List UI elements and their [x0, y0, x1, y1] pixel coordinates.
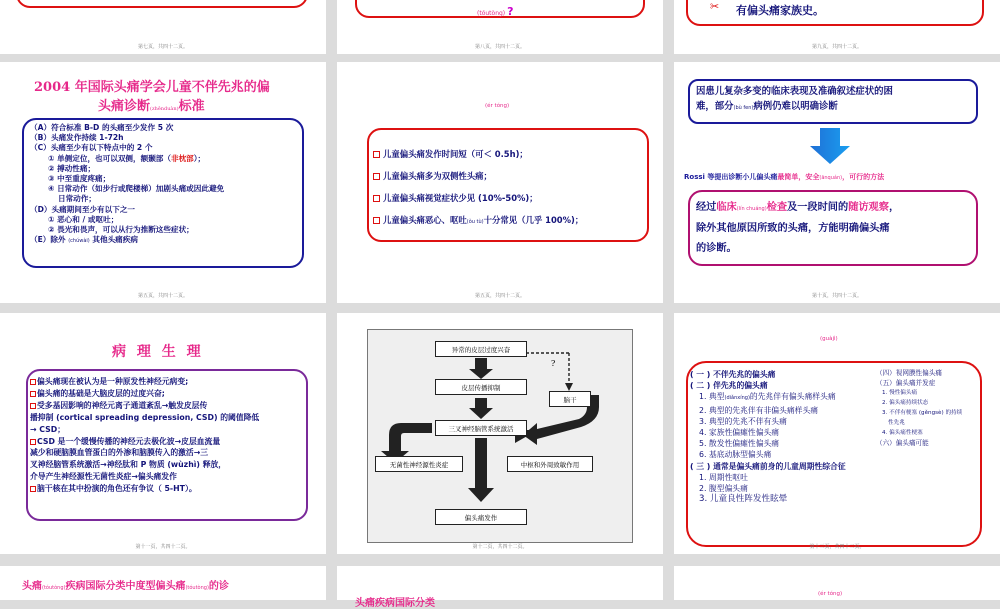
diagnosis-text: 经过临床(lín chuáng)检查及一段时间的随访观察， 除外其他原因所致的头痛，方能明确偏头痛 的诊断。: [696, 202, 900, 254]
bullet-icon: [30, 486, 36, 492]
criteria-d1: ① 恶心和 / 或呕吐；: [48, 214, 119, 224]
criteria-e: （E）除外 (chúwài) 其他头痛疾病: [30, 235, 138, 245]
page-number: 第九页，共四十二页。: [811, 44, 862, 50]
slide-thumbnail-5a[interactable]: [0, 62, 326, 303]
slide-title: 头痛疾病国际分类: [355, 598, 435, 609]
slide-thumbnail-5b[interactable]: [337, 62, 663, 303]
pinyin-annotation: (ér tóng): [485, 103, 510, 109]
slide-thumbnail-14[interactable]: [0, 566, 326, 600]
classification-right: （四）视网膜性偏头痛 （五）偏头痛并发症 1. 慢性偏头痛 2. 偏头痛持续状态 3. 不伴有梗塞 (gěngsè) 的持续 性先兆 4. 偏头痛性梗塞 （六）偏头痛可能: [876, 369, 963, 447]
page-number: 第五页，共四十二页。: [137, 293, 188, 299]
down-arrow-icon: [810, 128, 850, 164]
family-history-text: 有偏头痛家族史。: [736, 4, 824, 17]
pinyin-annotation: (guàjì): [820, 336, 838, 342]
feature-item-1: 儿童偏头痛发作时间短（可＜ 0.5h)；: [373, 148, 583, 170]
slide-thumbnail-11[interactable]: [0, 313, 326, 554]
slide-title-line1: 2004 年国际头痛学会儿童不伴先兆的偏: [34, 80, 270, 95]
flow-node-neurogenic-inflammation: 无菌性神经源性炎症: [375, 456, 463, 472]
page-number: 第五页，共四十二页。: [474, 293, 525, 299]
scissors-icon: ✂: [710, 0, 720, 13]
slide-title-line2: 头痛诊断(zhěnduàn)标准: [98, 99, 205, 114]
page-number: 第十二页，共四十二页。: [472, 544, 528, 550]
page-number: 第十页，共四十二页。: [811, 293, 862, 299]
criteria-list: [30, 123, 224, 246]
slide-thumbnail-12[interactable]: [337, 313, 663, 554]
rossi-method-text: Rossi 等提出诊断小儿偏头痛最简单，安全(ānquán)，可行的方法: [684, 173, 885, 181]
bullet-icon: [373, 195, 380, 202]
classification-left: ( 一 ) 不伴先兆的偏头痛 ( 二 ) 伴先兆的偏头痛 1. 典型(diǎnxíng)的先兆伴有偏头痛样头痛 2. 典型的先兆伴有非偏头痛样头痛 3. 典型的先兆不伴有头痛 4. 家族性偏瘫性偏头痛 5. 散发性偏瘫性偏头痛 6. 基底动脉型偏头痛 ( 三 ) 通常是偏头痛前身的儿童周期性综合征 1. 周期性呕吐 2. 腹型偏头痛 3. 儿童良性阵发性眩晕: [690, 370, 846, 505]
question-mark: ?: [551, 359, 556, 368]
flow-node-migraine-attack: 偏头痛发作: [435, 509, 527, 525]
bullet-icon: [30, 391, 36, 397]
criteria-d2: ② 畏光和畏声，可以从行为推断这些症状；: [48, 225, 194, 235]
page-number: 第十一页，共四十二页。: [135, 544, 191, 550]
features-list: [373, 148, 583, 236]
page-number: 第八页，共四十二页。: [474, 44, 525, 50]
slide-thumbnail-15[interactable]: [337, 566, 663, 609]
bullet-icon: [373, 173, 380, 180]
content-box: [16, 0, 308, 8]
bullet-icon: [30, 403, 36, 409]
question-mark: ?: [507, 5, 514, 18]
difficulty-text: 因患儿复杂多变的临床表现及准确叙述症状的困 难，部分(bù fen)病例仍难以明确诊断: [696, 86, 893, 112]
criteria-c4: ④ 日常动作（如步行或爬楼梯）加剧头痛或因此避免: [48, 184, 225, 194]
flow-node-cortical-hyperexcitability: 异常的皮层过度兴奋: [435, 341, 527, 357]
bullet-icon: [30, 379, 36, 385]
feature-item-2: 儿童偏头痛多为双侧性头痛；: [373, 170, 583, 192]
flow-node-trigeminovascular: 三叉神经脑管系统激活: [435, 420, 527, 436]
slide-thumbnail-8[interactable]: [337, 0, 663, 54]
slide-thumbnail-13[interactable]: [674, 313, 1000, 554]
criteria-d: （D）头痛期间至少有以下之一: [30, 204, 136, 214]
criteria-c1: ① 单侧定位，也可以双侧，额颞部（非枕部）；: [48, 153, 206, 163]
flow-node-brainstem: 脑干: [549, 391, 591, 407]
page-number: 第十三页，共四十二页。: [809, 544, 865, 550]
slide-thumbnail-9[interactable]: [674, 0, 1000, 54]
criteria-c3: ③ 中至重度疼痛；: [48, 174, 111, 184]
bullet-icon: [30, 439, 36, 445]
content-box: [686, 0, 984, 26]
pinyin-annotation: (tóutòng): [477, 10, 506, 17]
pinyin-annotation: (ér tóng): [818, 591, 843, 597]
criteria-c2: ② 搏动性痛；: [48, 163, 96, 173]
slide-title: 病 理 生 理: [112, 344, 204, 360]
bullet-icon: [373, 151, 380, 158]
criteria-b: （B）头痛发作持续 1-72h: [30, 133, 124, 143]
criteria-c4-cont: 日常动作；: [58, 194, 96, 204]
pathophysiology-list: 偏头痛现在被认为是一种原发性神经元病变; 偏头痛的基础是大脑皮层的过度兴奋; 受多基因影响的神经元离子通道紊乱→触发皮层传 播抑制 (cortical spreading depression, CSD) 的阈值降低 → CSD； CSD 是一个缓慢传播的神经元去极化波→皮层血流量 减少和硬脑膜血管蛋白的外渗和脑膜传入的激活→三 叉神经脑管系统激活→神经肽和 P 物质 (wùzhì) 释放， 介导产生神经源性无菌性炎症→偏头痛发作 脑干核在其中扮演的角色还有争议（ 5-HT）。: [30, 377, 260, 494]
feature-item-4: 儿童偏头痛恶心、呕吐(ǒu tù)十分常见（几乎 100%)；: [373, 214, 583, 236]
slide-thumbnail-16[interactable]: [674, 566, 1000, 600]
slide-title: 头痛(tóutòng)疾病国际分类中度型偏头痛(tóutòng)的诊: [22, 581, 229, 592]
flow-node-sensitization: 中枢和外周致敏作用: [507, 456, 593, 472]
slide-thumbnail-10[interactable]: [674, 62, 1000, 303]
criteria-c: （C）头痛至少有以下特点中的 2 个: [30, 143, 153, 153]
slide-thumbnail-7[interactable]: [0, 0, 326, 54]
page-number: 第七页，共四十二页。: [137, 44, 188, 50]
flow-node-csd: 皮层传播抑制: [435, 379, 527, 395]
bullet-icon: [373, 217, 380, 224]
feature-item-3: 儿童偏头痛视觉症状少见 (10%-50%)；: [373, 192, 583, 214]
criteria-a: （A）符合标准 B-D 的头痛至少发作 5 次: [30, 123, 174, 132]
